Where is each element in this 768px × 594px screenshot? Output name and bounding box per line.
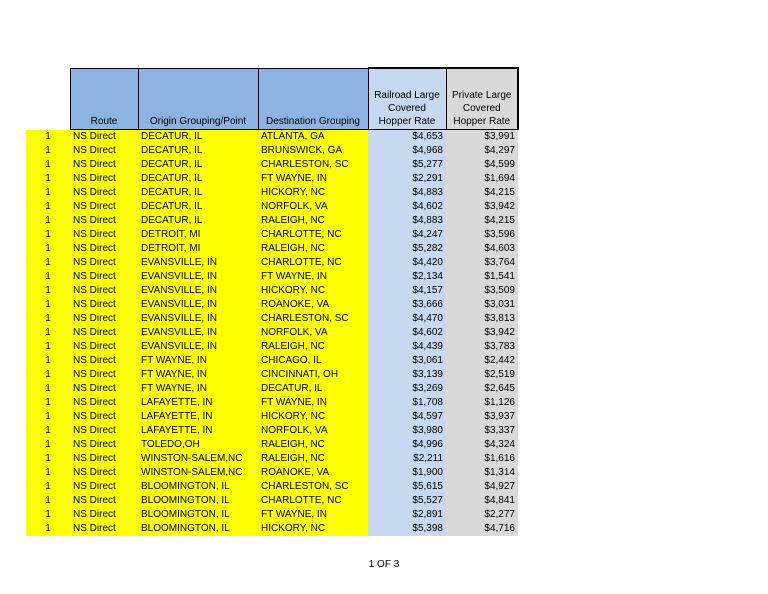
route-cell: NS Direct: [70, 452, 138, 466]
route-cell: NS Direct: [70, 298, 138, 312]
origin-cell: LAFAYETTE, IN: [138, 410, 258, 424]
route-cell: NS Direct: [70, 466, 138, 480]
row-number: 1: [26, 284, 70, 298]
header-private-rate: Private Large Covered Hopper Rate: [446, 68, 518, 130]
row-number: 1: [26, 130, 70, 145]
railroad-rate-cell: $4,597: [368, 410, 446, 424]
destination-cell: NORFOLK, VA: [258, 200, 368, 214]
private-rate-cell: $4,215: [446, 186, 518, 200]
railroad-rate-cell: $4,602: [368, 326, 446, 340]
private-rate-cell: $4,927: [446, 480, 518, 494]
railroad-rate-cell: $5,282: [368, 242, 446, 256]
railroad-rate-cell: $4,439: [368, 340, 446, 354]
private-rate-cell: $3,783: [446, 340, 518, 354]
row-number: 1: [26, 368, 70, 382]
railroad-rate-cell: $4,883: [368, 186, 446, 200]
destination-cell: FT WAYNE, IN: [258, 396, 368, 410]
row-number: 1: [26, 396, 70, 410]
private-rate-cell: $3,596: [446, 228, 518, 242]
row-number: 1: [26, 480, 70, 494]
destination-cell: HICKORY, NC: [258, 522, 368, 536]
table-row: [26, 158, 518, 172]
row-number: 1: [26, 158, 70, 172]
private-rate-cell: $2,645: [446, 382, 518, 396]
table-row: [26, 368, 518, 382]
route-cell: NS Direct: [70, 270, 138, 284]
private-rate-cell: $2,442: [446, 354, 518, 368]
route-cell: NS Direct: [70, 354, 138, 368]
route-cell: NS Direct: [70, 508, 138, 522]
private-rate-cell: $3,509: [446, 284, 518, 298]
route-cell: NS Direct: [70, 144, 138, 158]
table-row: [26, 424, 518, 438]
header-railroad-rate: Railroad Large Covered Hopper Rate: [368, 68, 446, 130]
origin-cell: EVANSVILLE, IN: [138, 256, 258, 270]
railroad-rate-cell: $4,470: [368, 312, 446, 326]
route-cell: NS Direct: [70, 172, 138, 186]
route-cell: NS Direct: [70, 396, 138, 410]
table-row: [26, 410, 518, 424]
private-rate-cell: $4,215: [446, 214, 518, 228]
row-number: 1: [26, 144, 70, 158]
railroad-rate-cell: $3,061: [368, 354, 446, 368]
row-number: 1: [26, 256, 70, 270]
table-row: [26, 466, 518, 480]
route-cell: NS Direct: [70, 424, 138, 438]
table-row: [26, 508, 518, 522]
table-header: [26, 68, 518, 130]
header-route: Route: [70, 68, 138, 130]
row-number: 1: [26, 312, 70, 326]
origin-cell: DETROIT, MI: [138, 242, 258, 256]
table-row: [26, 186, 518, 200]
origin-cell: EVANSVILLE, IN: [138, 270, 258, 284]
private-rate-cell: $4,599: [446, 158, 518, 172]
destination-cell: RALEIGH, NC: [258, 242, 368, 256]
destination-cell: CINCINNATI, OH: [258, 368, 368, 382]
row-number: 1: [26, 172, 70, 186]
table-row: [26, 438, 518, 452]
row-number: 1: [26, 424, 70, 438]
railroad-rate-cell: $2,891: [368, 508, 446, 522]
table-row: [26, 522, 518, 536]
destination-cell: CHARLOTTE, NC: [258, 494, 368, 508]
destination-cell: RALEIGH, NC: [258, 340, 368, 354]
railroad-rate-cell: $1,900: [368, 466, 446, 480]
private-rate-cell: $2,519: [446, 368, 518, 382]
origin-cell: TOLEDO,OH: [138, 438, 258, 452]
destination-cell: NORFOLK, VA: [258, 326, 368, 340]
origin-cell: EVANSVILLE, IN: [138, 326, 258, 340]
table-row: [26, 200, 518, 214]
destination-cell: CHARLESTON, SC: [258, 312, 368, 326]
railroad-rate-cell: $4,653: [368, 130, 446, 145]
row-number: 1: [26, 438, 70, 452]
railroad-rate-cell: $4,157: [368, 284, 446, 298]
route-cell: NS Direct: [70, 284, 138, 298]
route-cell: NS Direct: [70, 228, 138, 242]
origin-cell: WINSTON-SALEM,NC: [138, 466, 258, 480]
row-number: 1: [26, 410, 70, 424]
railroad-rate-cell: $4,602: [368, 200, 446, 214]
table-row: [26, 256, 518, 270]
rate-table: [26, 67, 519, 536]
origin-cell: DECATUR, IL: [138, 186, 258, 200]
route-cell: NS Direct: [70, 438, 138, 452]
origin-cell: BLOOMINGTON, IL: [138, 522, 258, 536]
header-row: [26, 68, 518, 130]
row-number: 1: [26, 214, 70, 228]
table-row: [26, 130, 518, 145]
origin-cell: FT WAYNE, IN: [138, 354, 258, 368]
row-number: 1: [26, 452, 70, 466]
private-rate-cell: $3,937: [446, 410, 518, 424]
table-body: [26, 130, 518, 537]
destination-cell: RALEIGH, NC: [258, 452, 368, 466]
header-destination: Destination Grouping: [258, 68, 368, 130]
table-row: [26, 284, 518, 298]
route-cell: NS Direct: [70, 326, 138, 340]
table-row: [26, 242, 518, 256]
destination-cell: ATLANTA, GA: [258, 130, 368, 145]
private-rate-cell: $3,337: [446, 424, 518, 438]
railroad-rate-cell: $3,269: [368, 382, 446, 396]
destination-cell: CHICAGO, IL: [258, 354, 368, 368]
railroad-rate-cell: $2,211: [368, 452, 446, 466]
route-cell: NS Direct: [70, 522, 138, 536]
private-rate-cell: $4,716: [446, 522, 518, 536]
railroad-rate-cell: $3,980: [368, 424, 446, 438]
route-cell: NS Direct: [70, 382, 138, 396]
destination-cell: ROANOKE, VA: [258, 298, 368, 312]
route-cell: NS Direct: [70, 158, 138, 172]
railroad-rate-cell: $2,134: [368, 270, 446, 284]
destination-cell: HICKORY, NC: [258, 186, 368, 200]
route-cell: NS Direct: [70, 130, 138, 145]
table-row: [26, 270, 518, 284]
row-number: 1: [26, 298, 70, 312]
origin-cell: EVANSVILLE, IN: [138, 312, 258, 326]
row-number: 1: [26, 228, 70, 242]
table-row: [26, 144, 518, 158]
private-rate-cell: $3,031: [446, 298, 518, 312]
destination-cell: CHARLESTON, SC: [258, 480, 368, 494]
origin-cell: EVANSVILLE, IN: [138, 298, 258, 312]
origin-cell: LAFAYETTE, IN: [138, 396, 258, 410]
table-row: [26, 214, 518, 228]
origin-cell: DECATUR, IL: [138, 158, 258, 172]
route-cell: NS Direct: [70, 340, 138, 354]
table-row: [26, 354, 518, 368]
railroad-rate-cell: $4,883: [368, 214, 446, 228]
railroad-rate-cell: $5,527: [368, 494, 446, 508]
private-rate-cell: $3,942: [446, 200, 518, 214]
destination-cell: NORFOLK, VA: [258, 424, 368, 438]
table-row: [26, 326, 518, 340]
origin-cell: BLOOMINGTON, IL: [138, 508, 258, 522]
railroad-rate-cell: $5,277: [368, 158, 446, 172]
origin-cell: LAFAYETTE, IN: [138, 424, 258, 438]
route-cell: NS Direct: [70, 368, 138, 382]
railroad-rate-cell: $1,708: [368, 396, 446, 410]
route-cell: NS Direct: [70, 186, 138, 200]
private-rate-cell: $4,841: [446, 494, 518, 508]
private-rate-cell: $1,541: [446, 270, 518, 284]
table-row: [26, 396, 518, 410]
row-number: 1: [26, 186, 70, 200]
header-blank-cell: [26, 68, 70, 130]
destination-cell: CHARLOTTE, NC: [258, 256, 368, 270]
row-number: 1: [26, 522, 70, 536]
route-cell: NS Direct: [70, 200, 138, 214]
railroad-rate-cell: $3,139: [368, 368, 446, 382]
private-rate-cell: $3,942: [446, 326, 518, 340]
page-number: 1 OF 3: [368, 559, 400, 570]
route-cell: NS Direct: [70, 312, 138, 326]
railroad-rate-cell: $5,615: [368, 480, 446, 494]
table-row: [26, 452, 518, 466]
row-number: 1: [26, 270, 70, 284]
railroad-rate-cell: $3,666: [368, 298, 446, 312]
table-row: [26, 172, 518, 186]
private-rate-cell: $1,126: [446, 396, 518, 410]
row-number: 1: [26, 466, 70, 480]
origin-cell: BLOOMINGTON, IL: [138, 494, 258, 508]
railroad-rate-cell: $4,996: [368, 438, 446, 452]
row-number: 1: [26, 242, 70, 256]
origin-cell: DECATUR, IL: [138, 130, 258, 145]
route-cell: NS Direct: [70, 480, 138, 494]
private-rate-cell: $1,616: [446, 452, 518, 466]
row-number: 1: [26, 326, 70, 340]
destination-cell: RALEIGH, NC: [258, 438, 368, 452]
row-number: 1: [26, 200, 70, 214]
private-rate-cell: $3,991: [446, 130, 518, 145]
destination-cell: HICKORY, NC: [258, 284, 368, 298]
private-rate-cell: $4,324: [446, 438, 518, 452]
private-rate-cell: $3,813: [446, 312, 518, 326]
table-row: [26, 494, 518, 508]
origin-cell: FT WAYNE, IN: [138, 368, 258, 382]
table-row: [26, 298, 518, 312]
header-origin: Origin Grouping/Point: [138, 68, 258, 130]
destination-cell: RALEIGH, NC: [258, 214, 368, 228]
table-row: [26, 340, 518, 354]
origin-cell: WINSTON-SALEM,NC: [138, 452, 258, 466]
origin-cell: FT WAYNE, IN: [138, 382, 258, 396]
private-rate-cell: $1,694: [446, 172, 518, 186]
row-number: 1: [26, 340, 70, 354]
destination-cell: FT WAYNE, IN: [258, 172, 368, 186]
row-number: 1: [26, 508, 70, 522]
origin-cell: DECATUR, IL: [138, 144, 258, 158]
private-rate-cell: $4,603: [446, 242, 518, 256]
table-row: [26, 480, 518, 494]
route-cell: NS Direct: [70, 410, 138, 424]
private-rate-cell: $3,764: [446, 256, 518, 270]
destination-cell: CHARLOTTE, NC: [258, 228, 368, 242]
private-rate-cell: $4,297: [446, 144, 518, 158]
origin-cell: BLOOMINGTON, IL: [138, 480, 258, 494]
route-cell: NS Direct: [70, 494, 138, 508]
destination-cell: BRUNSWICK, GA: [258, 144, 368, 158]
railroad-rate-cell: $4,968: [368, 144, 446, 158]
destination-cell: CHARLESTON, SC: [258, 158, 368, 172]
destination-cell: ROANOKE, VA: [258, 466, 368, 480]
row-number: 1: [26, 382, 70, 396]
destination-cell: HICKORY, NC: [258, 410, 368, 424]
table-row: [26, 312, 518, 326]
table-row: [26, 382, 518, 396]
origin-cell: DECATUR, IL: [138, 214, 258, 228]
route-cell: NS Direct: [70, 214, 138, 228]
origin-cell: DETROIT, MI: [138, 228, 258, 242]
railroad-rate-cell: $4,247: [368, 228, 446, 242]
railroad-rate-cell: $2,291: [368, 172, 446, 186]
table-row: [26, 228, 518, 242]
route-cell: NS Direct: [70, 256, 138, 270]
origin-cell: DECATUR, IL: [138, 172, 258, 186]
origin-cell: EVANSVILLE, IN: [138, 284, 258, 298]
destination-cell: DECATUR, IL: [258, 382, 368, 396]
private-rate-cell: $1,314: [446, 466, 518, 480]
row-number: 1: [26, 354, 70, 368]
destination-cell: FT WAYNE, IN: [258, 270, 368, 284]
route-cell: NS Direct: [70, 242, 138, 256]
railroad-rate-cell: $4,420: [368, 256, 446, 270]
origin-cell: EVANSVILLE, IN: [138, 340, 258, 354]
destination-cell: FT WAYNE, IN: [258, 508, 368, 522]
private-rate-cell: $2,277: [446, 508, 518, 522]
row-number: 1: [26, 494, 70, 508]
origin-cell: DECATUR, IL: [138, 200, 258, 214]
railroad-rate-cell: $5,398: [368, 522, 446, 536]
